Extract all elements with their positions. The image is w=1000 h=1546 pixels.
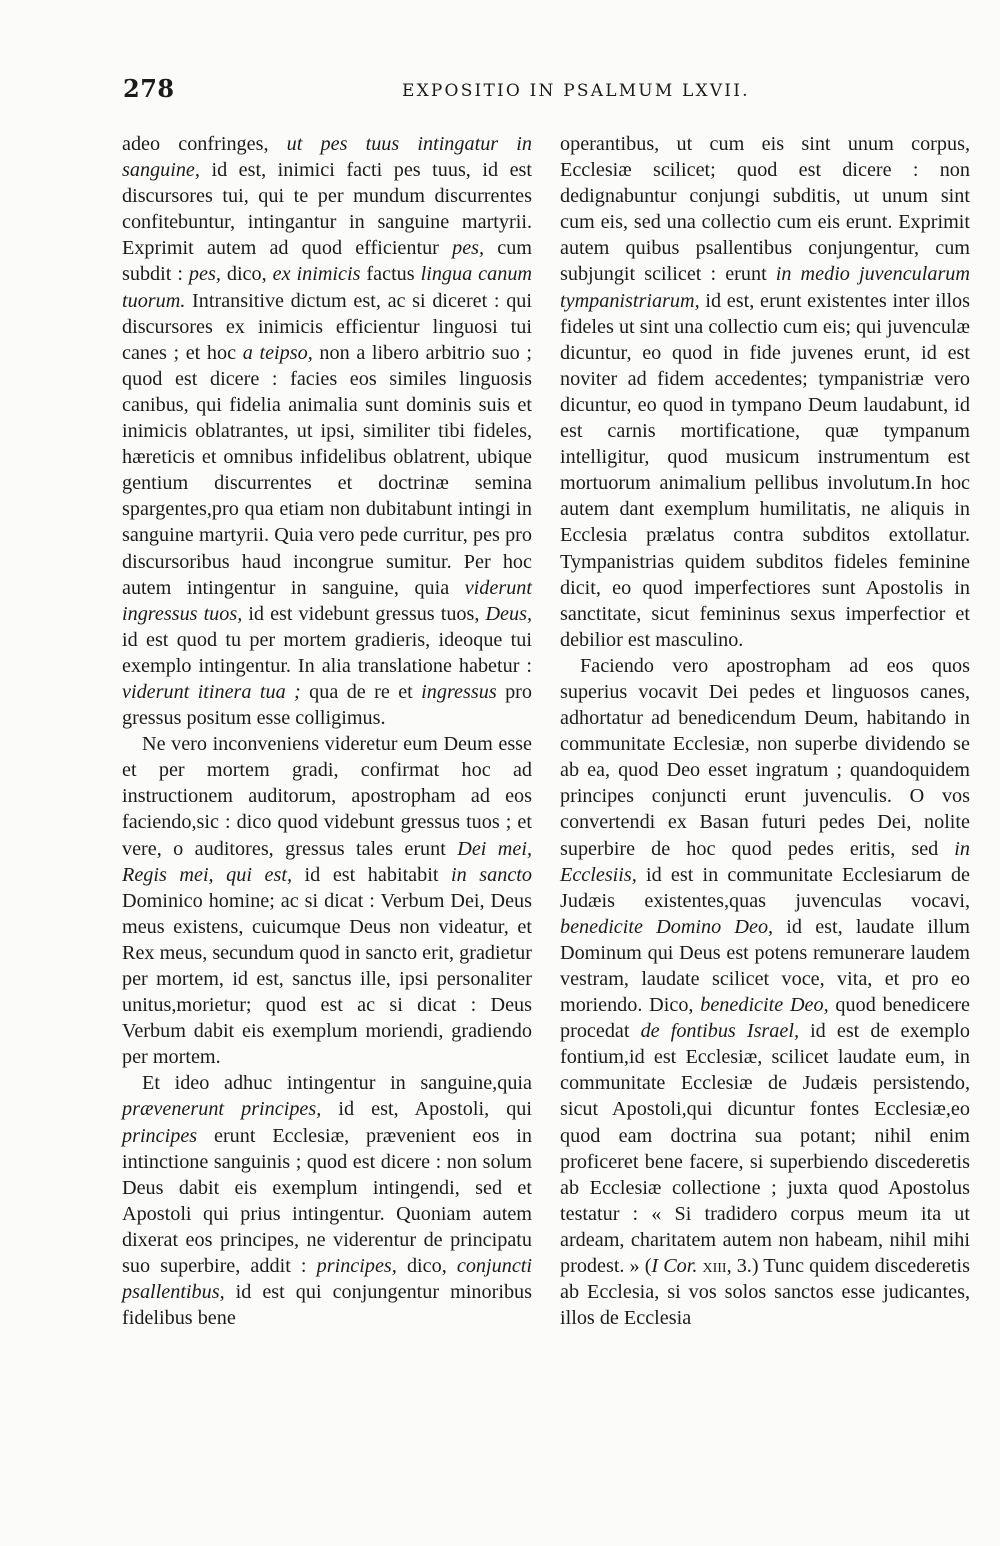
text-run: id est, erunt existentes inter illos fideles ut sint una collectio cum eis; qui juvenculæ dicuntur, eo quod in fide juvenes erunt, id est noviter ad fidem accedentes; tympanistriæ vero dicuntur, eo quod in tympano Deum laudabunt, id est carnis mortificatione, quæ tympanum intelligitur, quod musicum instrumentum est mortuorum animalium pellibus involutum.In hoc autem dant exemplum humilitatis, ne aliquis in Ecclesia prælatus contra subditos extollatur. Tympanistrias quidem subditos fideles feminine dicit, eo quod imperfectiores sunt Apostolis in sanctitate, sicut femininus sexus imperfectior et debilior est masculino. — [560, 289, 970, 651]
text-run: dico, — [220, 263, 273, 286]
paragraph — [122, 731, 532, 1070]
text-run: dico, — [396, 1255, 457, 1278]
text-run: id est, Apostoli, qui — [321, 1098, 532, 1121]
text-run: Intransitive dictum est, ac si diceret : qui discursores ex inimicis efficientur linguosi tui canes ; et hoc — [122, 289, 532, 364]
text-run: operantibus, ut cum eis sint unum corpus, Ecclesiæ scilicet; quod est dicere : non dedignabuntur conjungi subditis, ut unum sint cum eis, sed una collectio cum eis erunt. Exprimit autem quibus psallentibus conjungentur, cum subjungit scilicet : erunt — [560, 133, 970, 286]
text-run: id est videbunt gressus tuos, — [242, 602, 486, 625]
paragraph — [122, 1070, 532, 1331]
text-run: Ne vero inconveniens videretur eum Deum esse et per mortem gradi, confirmat hoc ad instructionem auditorum, apostropham ad eos faciendo,sic : dico quod videbunt gressus tuos ; et vere, o auditores, gressus tales erunt — [122, 733, 532, 860]
text-run: pro gressus positum esse colligimus. — [122, 680, 532, 730]
paragraph — [560, 131, 970, 653]
text-run: id est de exemplo fontium,id est Ecclesiæ, scilicet laudate eum, in communitate Ecclesiæ de Judæis persistendo, sicut Apostoli,qui dicuntur fontes Ecclesiæ,eo quod eam doctrina sua potant; nihil enim proficeret bene facere, si superbiendo discederetis ab Ecclesiæ collectione ; juxta quod Apostolus testatur : « Si tradidero corpus meum ita ut ardeam, charitatem autem non habeam, nihil mihi prodest. » ( — [560, 1020, 970, 1278]
text-run: Et ideo adhuc intingentur in sanguine,quia — [142, 1072, 532, 1095]
text-run: , 3.) Tunc quidem discederetis ab Ecclesia, si vos solos sanctos esse judicantes, illos de Ecclesia — [560, 1255, 971, 1330]
italic-text: ut pes tuus intingatur in sanguine, — [122, 133, 532, 182]
italic-text: benedicite Domino Deo, — [560, 915, 774, 938]
italic-text: in sancto — [451, 863, 532, 886]
italic-text: in Ecclesiis, — [560, 837, 970, 886]
italic-text: conjuncti psallentibus, — [122, 1255, 532, 1304]
text-run: qua de re et — [300, 680, 422, 703]
small-caps-text: xiii — [702, 1255, 727, 1278]
italic-text: a teipso, — [242, 341, 313, 364]
italic-text: ex inimicis — [272, 263, 361, 286]
italic-text: principes, — [316, 1255, 397, 1278]
page-header — [0, 74, 1000, 106]
text-run: quod benedicere procedat — [560, 994, 970, 1043]
text-run: Faciendo vero apostropham ad eos quos superius vocavit Dei pedes et linguosos canes, adhortatur ad benedicendum Deum, habitando in communitate Ecclesiæ, non superbe dividendo se ab ea, quod Deo esset ingratum ; quandoquidem principes conjuncti erunt juvenculis. O vos convertendi ex Basan futuri pedes Dei, nolite superbire de hoc quod pedes eritis, sed — [560, 654, 970, 860]
left-column — [122, 131, 532, 1331]
italic-text: pes, — [452, 237, 485, 260]
italic-text: Dei mei, Regis mei, qui est, — [122, 837, 532, 886]
text-run: id est in communitate Ecclesiarum de Judæis existentes,quas juvenculas vocavi, — [560, 863, 970, 912]
right-column — [560, 131, 970, 1331]
page-number: 278 — [123, 74, 175, 103]
text-run: id est, inimici facti pes tuus, id est discursores tui, qui te per mundum discurrentes confitebuntur, intingantur in sanguine martyrii. Exprimit autem ad quod efficientur — [122, 159, 532, 260]
italic-text: de fontibus Israel, — [640, 1020, 799, 1043]
text-run: adeo confringes, — [122, 133, 287, 155]
italic-text: in medio juvencularum tympanistriarum, — [560, 263, 970, 312]
italic-text: ingressus — [421, 680, 497, 703]
text-run: id est, laudate illum Dominum qui Deus est potens remunerare laudem vestram, laudate scilicet voce, vita, et pro eo moriendo. Dico, — [560, 915, 970, 1017]
italic-text: pes, — [188, 263, 221, 286]
italic-text: benedicite Deo, — [700, 994, 829, 1017]
text-run: id est quod tu per mortem gradieris, ideoque tui exemplo intingentur. In alia translatione habetur : — [122, 628, 532, 677]
text-run: Dominico homine; ac si dicat : Verbum Dei, Deus meus existens, cuicumque Deus non videatur, et Rex meus, secundum quod in sancto erit, gradietur per mortem, id est, sanctus ille, ipsi personaliter unitus,morietur; quod est ac si dicat : Deus Verbum dabit eis exemplum moriendi, gradiendo per mortem. — [122, 889, 532, 1069]
italic-text: prævenerunt principes, — [122, 1098, 322, 1121]
text-run: id est qui conjungentur minoribus fidelibus bene — [122, 1281, 532, 1330]
text-run: erunt Ecclesiæ, prævenient eos in intinctione sanguinis ; quod est dicere : non solum Deus dabit eis exemplum intingendi, sed et Apostoli qui prius intingentur. Quoniam autem dixerat eos principes, ne viderentur de principatu suo superbire, addit : — [122, 1124, 532, 1278]
italic-text: lingua canum tuorum. — [122, 263, 532, 312]
running-title: EXPOSITIO IN PSALMUM LXVII. — [402, 81, 750, 101]
text-run: id est habitabit — [292, 863, 452, 886]
italic-text: viderunt ingressus tuos, — [122, 576, 532, 625]
text-run: factus — [360, 263, 421, 286]
italic-text: I Cor. — [651, 1255, 698, 1278]
paragraph — [560, 653, 970, 1331]
text-run: non a libero arbitrio suo ; quod est dicere : facies eos similes linguosis canibus, qui fidelia animalia sunt dominis suis et inimicis oblatrantes, ut ipsi, similiter tibi fideles, hæreticis et omnibus infidelibus oblatrent, ubique gentium discurrentes et doctrinæ semina spargentes,pro qua etiam non dubitabunt intingi in sanguine martyrii. Quia vero pede curritur, pes pro discursoribus haud incongrue sumitur. Per hoc autem intingentur in sanguine, quia — [122, 341, 533, 599]
italic-text: viderunt itinera tua ; — [122, 680, 301, 703]
text-run: cum subdit : — [122, 237, 532, 286]
paragraph — [122, 131, 532, 731]
italic-text: Deus, — [485, 602, 532, 625]
italic-text: principes — [122, 1124, 198, 1147]
